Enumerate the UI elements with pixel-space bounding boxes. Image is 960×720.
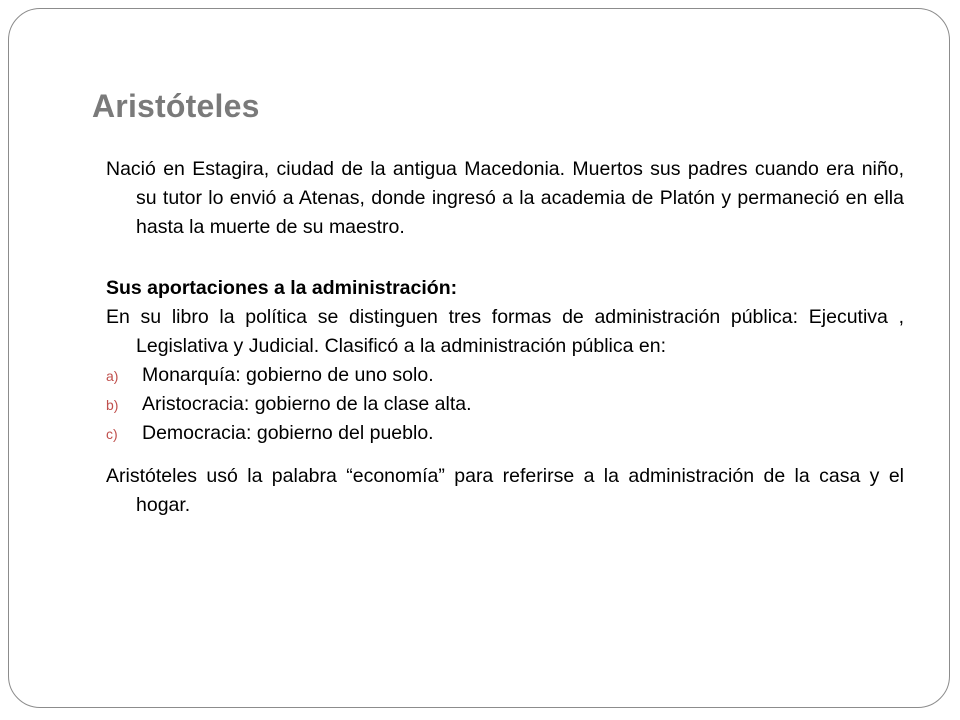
slide-body — [106, 155, 904, 520]
slide-title: Aristóteles — [92, 88, 260, 124]
closing-paragraph: Aristóteles usó la palabra “economía” para referirse a la administración de la casa y el hogar. — [106, 465, 904, 516]
list-item — [106, 361, 904, 390]
list-item-text: Democracia: gobierno del pueblo. — [142, 422, 434, 444]
list-marker: b) — [106, 397, 119, 413]
forms-list — [106, 361, 904, 448]
list-marker: c) — [106, 426, 118, 442]
contributions-heading: Sus aportaciones a la administración: — [106, 277, 458, 299]
list-item-text: Monarquía: gobierno de uno solo. — [142, 364, 434, 386]
list-item — [106, 390, 904, 419]
contributions-paragraph: En su libro la política se distinguen tres formas de administración pública: Ejecutiva , Legislativa y Judicial. Clasificó a la administración pública en: — [106, 306, 904, 357]
list-marker: a) — [106, 368, 119, 384]
list-item — [106, 419, 904, 448]
intro-paragraph: Nació en Estagira, ciudad de la antigua Macedonia. Muertos sus padres cuando era niño, su tutor lo envió a Atenas, donde ingresó a la academia de Platón y permaneció en ella hasta la muerte de su maestro. — [106, 158, 904, 238]
list-item-text: Aristocracia: gobierno de la clase alta. — [142, 393, 472, 415]
